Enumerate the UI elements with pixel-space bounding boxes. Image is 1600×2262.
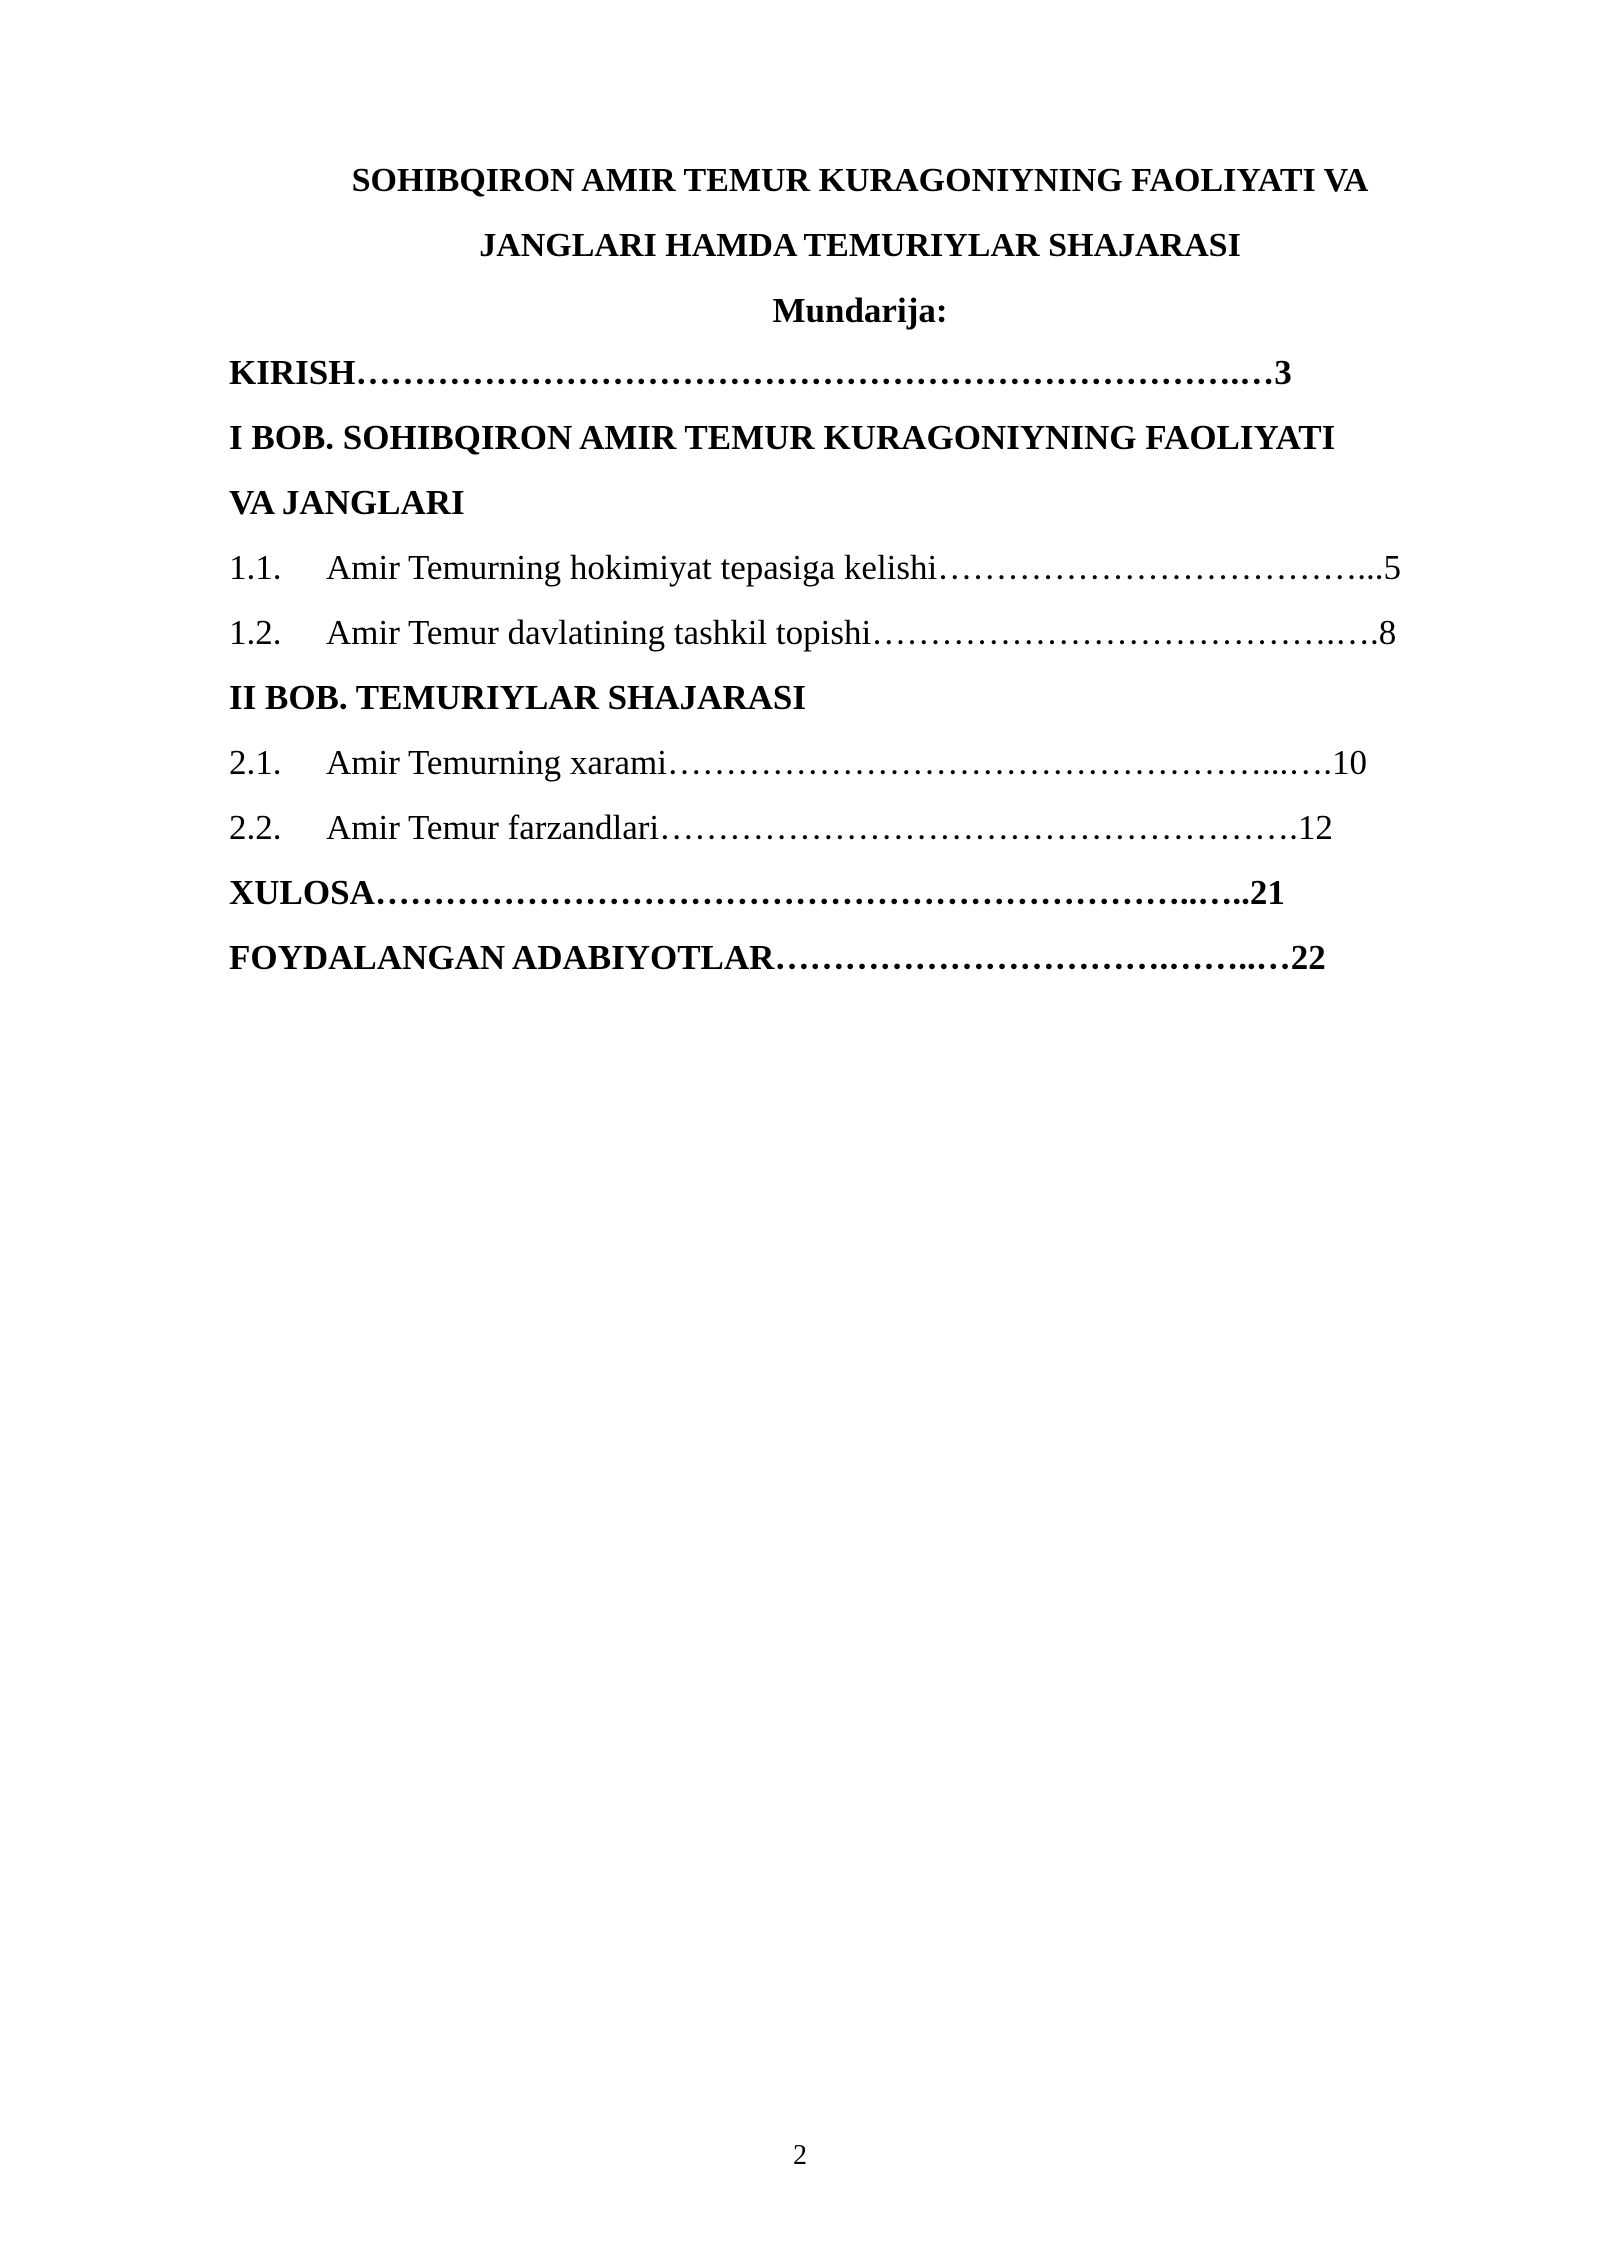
- toc-entry-text: Amir Temurning xarami: [326, 743, 667, 782]
- toc-entry-text: Amir Temur davlatining tashkil topishi: [326, 613, 872, 652]
- title-line-1: SOHIBQIRON AMIR TEMUR KURAGONIYNING FAOLIYATI VA: [351, 162, 1369, 199]
- toc-entry-1-1[interactable]: [229, 535, 1491, 600]
- toc-leader-dots: ……………………………………………………………..…..: [374, 873, 1250, 912]
- toc-entry-text: KIRISH: [229, 353, 356, 392]
- toc-chapter-2-heading[interactable]: [229, 665, 1491, 730]
- toc-section-number: 2.1.: [229, 743, 282, 782]
- toc-leader-dots: ……………………………………………….: [659, 808, 1298, 847]
- toc-entry-kirish[interactable]: [229, 340, 1491, 405]
- toc-leader-dots: ………………………………………………………………….…: [355, 353, 1275, 392]
- toc-entry-adabiyotlar[interactable]: [229, 925, 1491, 990]
- toc-page-number: 12: [1297, 808, 1333, 847]
- document-title: [229, 148, 1491, 278]
- toc-page-number: 21: [1249, 873, 1285, 912]
- toc-chapter-1-heading-cont[interactable]: [229, 470, 1491, 535]
- toc-entry-text: Amir Temur farzandlari: [326, 808, 660, 847]
- toc-section-number: 2.2.: [229, 808, 282, 847]
- toc-entry-1-2[interactable]: [229, 600, 1491, 665]
- table-of-contents: [229, 340, 1491, 990]
- toc-entry-text: Amir Temurning hokimiyat tepasiga kelishi: [326, 548, 938, 587]
- toc-chapter-1-heading[interactable]: [229, 405, 1491, 470]
- toc-section-number: 1.1.: [229, 548, 282, 587]
- title-line-2: JANGLARI HAMDA TEMURIYLAR SHAJARASI: [479, 227, 1241, 264]
- toc-entry-2-2[interactable]: [229, 795, 1491, 860]
- toc-page-number: 3: [1274, 353, 1292, 392]
- toc-leader-dots: …………………………….……..…: [774, 938, 1291, 977]
- toc-entry-text: XULOSA: [229, 873, 375, 912]
- toc-page-number: 22: [1290, 938, 1326, 977]
- toc-leader-dots: ……………………………………………...….: [667, 743, 1332, 782]
- toc-entry-xulosa[interactable]: [229, 860, 1491, 925]
- toc-heading: Mundarija:: [772, 291, 948, 330]
- toc-entry-text: I BOB. SOHIBQIRON AMIR TEMUR KURAGONIYNING FAOLIYATI: [229, 418, 1336, 457]
- toc-page-number: 5: [1383, 548, 1402, 587]
- toc-page-number: 8: [1378, 613, 1397, 652]
- toc-entry-text: VA JANGLARI: [229, 483, 465, 522]
- toc-entry-text: II BOB. TEMURIYLAR SHAJARASI: [229, 678, 806, 717]
- toc-leader-dots: ………………………………….….: [871, 613, 1379, 652]
- toc-entry-2-1[interactable]: [229, 730, 1491, 795]
- toc-entry-text: FOYDALANGAN ADABIYOTLAR: [229, 938, 775, 977]
- toc-leader-dots: ………………………………...: [937, 548, 1384, 587]
- page-number: 2: [793, 2140, 807, 2171]
- toc-section-number: 1.2.: [229, 613, 282, 652]
- toc-page-number: 10: [1332, 743, 1367, 782]
